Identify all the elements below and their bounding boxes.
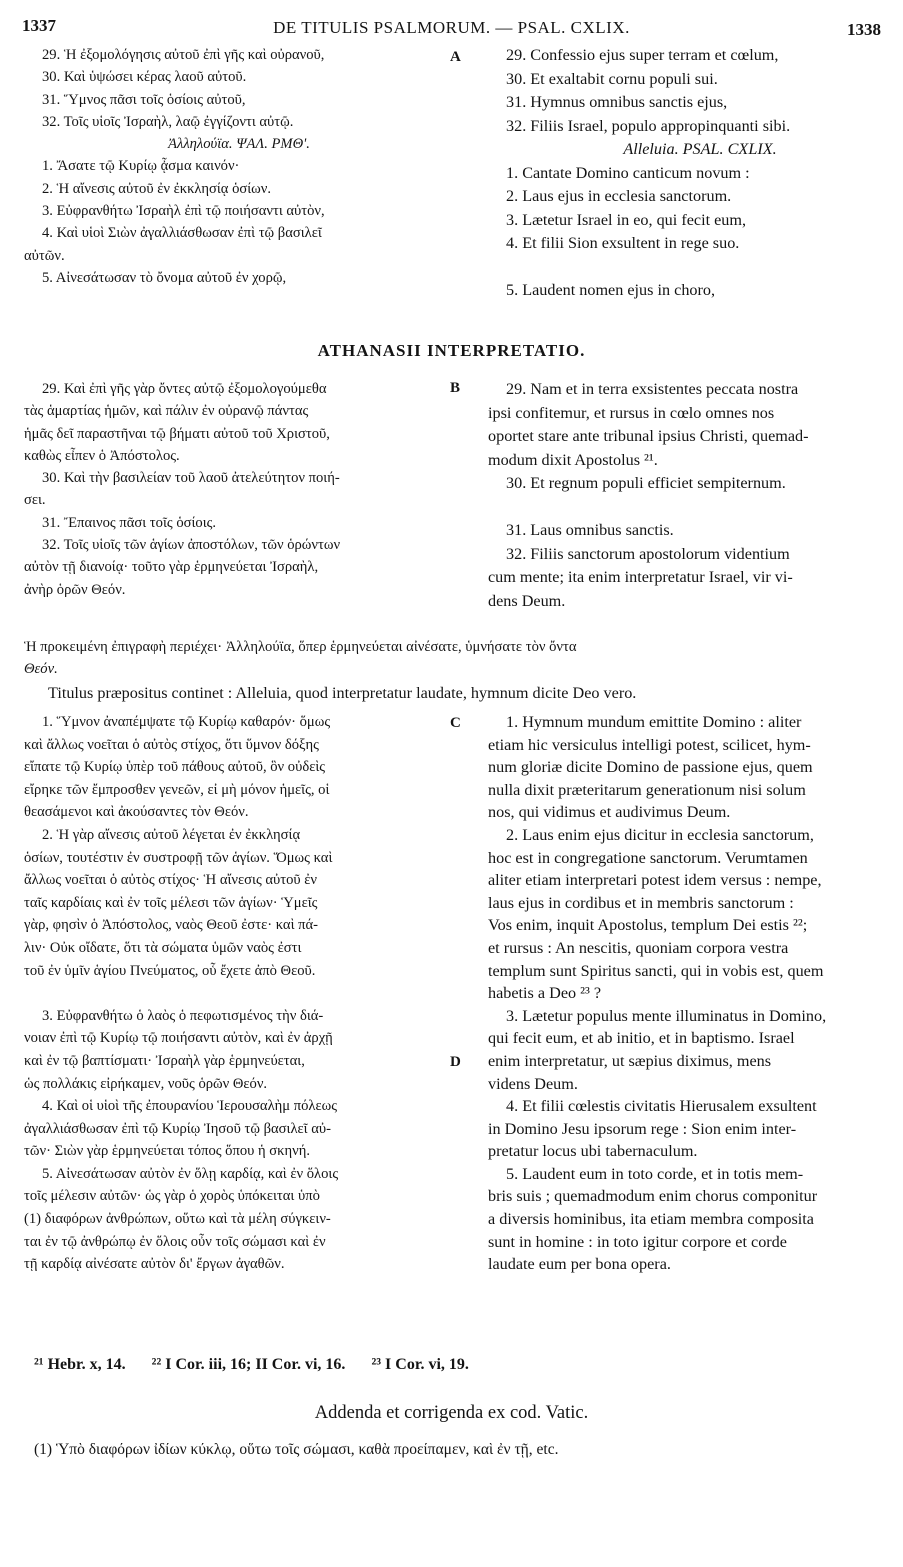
text-line: in Domino Jesu ipsorum rege : Sion enim inter- <box>488 1119 797 1138</box>
text-line: oportet stare ante tribunal ipsius Christi, quemad- <box>488 427 809 445</box>
text-line: νοιαν ἐπὶ τῷ Κυρίῳ τῷ ποιήσαντι αὐτὸν, καὶ ἐν ἀρχῇ <box>24 1030 333 1047</box>
text-line: ταῖς καρδίαις καὶ ἐν τοῖς μέλεσι τῶν ἁγίων· Ὑμεῖς <box>24 894 318 911</box>
text-line: ἀγαλλιάσθωσαν ἐπὶ τῷ Κυρίῳ Ἰησοῦ τῷ βασιλεῖ αὐ- <box>24 1120 331 1137</box>
text-line: num gloriæ dicite Domino de passione ejus, quem <box>488 758 813 777</box>
text-line: qui fecit eum, et ab initio, et in baptismo. Israel <box>488 1029 795 1048</box>
addenda-heading: Addenda et corrigenda ex cod. Vatic. <box>314 1403 589 1423</box>
text-line: ipsi confitemur, et rursus in cœlo omnes nos <box>488 403 775 422</box>
text-line <box>24 982 454 1005</box>
text-line: 29. Nam et in terra exsistentes peccata nostra <box>506 380 799 398</box>
addenda-line: (1) Ὑπὸ διαφόρων ἰδίων κύκλῳ, οὕτω τοῖς σώμασι, καθὰ προείπαμεν, καὶ ἐν τῇ, etc. <box>34 1441 559 1458</box>
text-line: 3. Εὐφρανθήτω Ἰσραὴλ ἐπὶ τῷ ποιήσαντι αὐτὸν, <box>42 203 325 220</box>
text-line: τῇ καρδίᾳ αἰνέσατε αὐτὸν δι' ἔργων ἀγαθῶν. <box>24 1256 285 1273</box>
text-line: 5. Αἰνεσάτωσαν τὸ ὄνομα αὐτοῦ ἐν χορῷ, <box>42 269 287 286</box>
text-line: 4. Καὶ υἱοὶ Σιὼν ἀγαλλιάσθωσαν ἐπὶ τῷ βασιλεῖ <box>42 225 322 242</box>
latin-column <box>488 711 903 1276</box>
text-line: 3. Lætetur populus mente illuminatus in Domino, <box>506 1006 827 1025</box>
text-line: 3. Lætetur Israel in eo, qui fecit eum, <box>506 210 747 229</box>
text-line: 30. Καὶ τὴν βασιλείαν τοῦ λαοῦ ἀτελεύτητον ποιή- <box>42 470 340 487</box>
text-line: Alleluia. PSAL. CXLIX. <box>623 140 777 158</box>
text-line: nos, qui vidimus et audivimus Deum. <box>488 803 731 822</box>
greek-column <box>24 378 454 601</box>
text-line: σει. <box>24 492 46 509</box>
text-line: 32. Τοῖς υἱοῖς Ἰσραὴλ, λαῷ ἐγγίζοντι αὐτῷ. <box>42 113 294 130</box>
title-greek-line-2: Θεόν. <box>24 661 58 677</box>
text-line: etiam hic versiculus intelligi potest, scilicet, hym- <box>488 735 811 754</box>
text-line: 32. Filiis Israel, populo appropinquanti sibi. <box>506 116 791 135</box>
text-line: (1) διαφόρων ἀνθρώπων, οὕτω καὶ τὰ μέλη σύγκειν- <box>24 1211 331 1228</box>
text-line: λιν· Οὐκ οἴδατε, ὅτι τὰ σώματα ὑμῶν ναὸς ἐστι <box>24 939 302 956</box>
text-line <box>488 256 903 280</box>
margin-mark-d: D <box>450 1054 461 1070</box>
text-line: 31. Hymnus omnibus sanctis ejus, <box>506 93 728 111</box>
text-line: enim interpretatur, ut sæpius diximus, mens <box>488 1051 772 1070</box>
section-heading: ATHANASII INTERPRETATIO. <box>317 341 586 360</box>
text-line: 1. Ὕμνον ἀναπέμψατε τῷ Κυρίῳ καθαρόν· ὅμως <box>42 714 331 730</box>
text-line: templum sunt Spiritus sancti, qui in vobis est, quem <box>488 961 824 980</box>
text-line: bris suis ; quemadmodum enim chorus componitur <box>488 1187 818 1206</box>
text-line: laus ejus in cordibus et in membris sanctorum : <box>488 893 794 912</box>
text-line: γὰρ, φησὶν ὁ Ἀπόστολος, ναὸς Θεοῦ ἐστε· καὶ πά- <box>24 917 319 934</box>
text-line: aliter etiam interpretari potest idem versus : nempe, <box>488 871 822 890</box>
text-line: 2. Ἡ γὰρ αἴνεσις αὐτοῦ λέγεται ἐν ἐκκλησίᾳ <box>42 826 301 843</box>
text-line: θεασάμενοι καὶ ἀκούσαντες τὸν Θεόν. <box>24 804 249 821</box>
text-line: 30. Καὶ ὑψώσει κέρας λαοῦ αὐτοῦ. <box>42 69 247 86</box>
text-line <box>488 496 903 520</box>
text-line: καὶ ἐν τῷ βαπτίσματι· Ἰσραὴλ γὰρ ἑρμηνεύεται, <box>24 1052 305 1069</box>
text-line: εἴπατε τῷ Κυρίῳ ὑπὲρ τοῦ πάθους αὐτοῦ, ὃν οὐδεὶς <box>24 759 326 776</box>
footnotes <box>34 1356 491 1374</box>
text-line: ἄλλως νοεῖται ὁ αὐτὸς στίχος· Ἡ αἴνεσις αὐτοῦ ἐν <box>24 872 318 889</box>
greek-column <box>24 44 454 289</box>
text-line: ὡς πολλάκις εἰρήκαμεν, νοῦς ὁρῶν Θεόν. <box>24 1075 268 1092</box>
text-line: ται ἐν τῷ ἀνθρώπῳ ἐν ὅλοις οὖν τοῖς σώμασι καὶ ἐν <box>24 1233 326 1250</box>
text-line: a diversis hominibus, ita etiam membra composita <box>488 1210 814 1229</box>
text-line: 1. Ἄσατε τῷ Κυρίῳ ᾆσμα καινόν· <box>42 158 240 175</box>
text-line: τῶν· Σιὼν γὰρ ἑρμηνεύεται τόπος ὅπου ἡ σκηνή. <box>24 1143 311 1160</box>
text-line: 2. Ἡ αἴνεσις αὐτοῦ ἐν ἐκκλησίᾳ ὁσίων. <box>42 180 272 197</box>
text-line: καὶ ἄλλως νοεῖται ὁ αὐτὸς στίχος, ὅτι ὕμνον δόξης <box>24 736 319 753</box>
footnote: ²³ I Cor. vi, 19. <box>371 1356 469 1373</box>
latin-column <box>488 378 903 613</box>
text-line: 2. Laus ejus in ecclesia sanctorum. <box>506 187 732 205</box>
margin-mark-c: C <box>450 715 461 731</box>
text-line: αὐτὸν τῇ διανοίᾳ· τοῦτο γὰρ ἑρμηνεύεται Ἰσραὴλ, <box>24 559 319 576</box>
running-header <box>0 8 903 38</box>
text-line: habetis a Deo ²³ ? <box>488 984 602 1003</box>
text-line: ὁσίων, τουτέστιν ἐν συστροφῇ τῶν ἁγίων. Ὅμως καὶ <box>24 849 333 866</box>
text-line: 5. Laudent nomen ejus in choro, <box>506 281 716 299</box>
text-line: 4. Et filii cœlestis civitatis Hierusalem exsultent <box>506 1097 817 1116</box>
text-line: 31. Laus omnibus sanctis. <box>506 521 674 539</box>
text-line: αὐτῶν. <box>24 247 65 264</box>
text-line: 5. Laudent eum in toto corde, et in totis mem- <box>506 1164 804 1183</box>
text-line: 1. Hymnum mundum emittite Domino : aliter <box>506 713 802 731</box>
text-line: 32. Filiis sanctorum apostolorum videntium <box>506 544 790 563</box>
margin-mark-a: A <box>450 49 461 65</box>
text-line: τοῦ ἐν ὑμῖν ἁγίου Πνεύματος, οὗ ἔχετε ἀπὸ Θεοῦ. <box>24 962 316 979</box>
text-line: 30. Et exaltabit cornu populi sui. <box>506 69 718 88</box>
running-title: DE TITULIS PSALMORUM. — PSAL. CXLIX. <box>273 18 630 37</box>
text-line: 31. Ἔπαινος πᾶσι τοῖς ὁσίοις. <box>42 514 217 531</box>
text-line: ἡμᾶς δεῖ παραστῆναι τῷ βήματι αὐτοῦ τοῦ Χριστοῦ, <box>24 425 330 442</box>
text-line: 5. Αἰνεσάτωσαν αὐτὸν ἐν ὅλῃ καρδίᾳ, καὶ ἐν ὅλοις <box>42 1165 339 1182</box>
text-line: pretatur locus ubi tabernaculum. <box>488 1142 698 1161</box>
greek-column <box>24 711 454 1276</box>
text-line: dens Deum. <box>488 591 566 610</box>
text-line: 3. Εὐφρανθήτω ὁ λαὸς ὁ πεφωτισμένος τὴν διά- <box>42 1007 324 1024</box>
text-line: sunt in homine : in toto igitur corpore et corde <box>488 1232 787 1251</box>
text-line: Vos enim, inquit Apostolus, templum Dei estis ²²; <box>488 916 808 935</box>
text-line: videns Deum. <box>488 1074 578 1093</box>
text-line: εἴρηκε τῶν ἔμπροσθεν γενεῶν, εἰ μὴ μόνον ἡμεῖς, οἱ <box>24 781 330 798</box>
text-line: 31. Ὕμνος πᾶσι τοῖς ὁσίοις αὐτοῦ, <box>42 91 246 108</box>
text-line: 2. Laus enim ejus dicitur in ecclesia sanctorum, <box>506 825 814 844</box>
text-line: ἀνὴρ ὁρῶν Θεόν. <box>24 581 126 598</box>
text-line: modum dixit Apostolus ²¹. <box>488 450 658 469</box>
text-line: cum mente; ita enim interpretatur Israel, vir vi- <box>488 568 793 586</box>
text-line: 29. Ἡ ἐξομολόγησις αὐτοῦ ἐπὶ γῆς καὶ οὐρανοῦ, <box>42 47 325 63</box>
text-line: 29. Καὶ ἐπὶ γῆς γὰρ ὄντες αὐτῷ ἐξομολογούμεθα <box>42 381 327 397</box>
title-latin-line: Titulus præpositus continet : Alleluia, quod interpretatur laudate, hymnum dicite Deo vero. <box>48 684 637 702</box>
text-line: laudate eum per bona opera. <box>488 1255 671 1274</box>
margin-mark-b: B <box>450 380 461 396</box>
text-line: 4. Et filii Sion exsultent in rege suo. <box>506 234 740 252</box>
title-greek-line: Ἡ προκειμένη ἐπιγραφὴ περιέχει· Ἀλληλούϊα, ὅπερ ἑρμηνεύεται αἰνέσατε, ὑμνήσατε τὸν ὄντα <box>24 639 577 655</box>
text-line: 29. Confessio ejus super terram et cœlum, <box>506 46 779 64</box>
text-line: et rursus : An nescitis, quoniam corpora vestra <box>488 938 789 957</box>
text-line: Ἀλληλούϊα. ΨΑΛ. ΡΜΘ'. <box>168 136 310 153</box>
page-number-right: 1338 <box>847 20 881 39</box>
text-line: τὰς ἁμαρτίας ἡμῶν, καὶ πάλιν ἐν οὐρανῷ πάντας <box>24 403 309 420</box>
footnote: ²² I Cor. iii, 16; II Cor. vi, 16. <box>151 1356 346 1373</box>
text-line: τοῖς μέλεσιν αὐτῶν· ὡς γὰρ ὁ χορὸς ὑπόκειται ὑπὸ <box>24 1188 320 1205</box>
text-line: 30. Et regnum populi efficiet sempiternum. <box>506 474 786 492</box>
text-line: hoc est in congregatione sanctorum. Verumtamen <box>488 848 808 867</box>
page-number-left: 1337 <box>22 16 56 35</box>
text-line: 4. Καὶ οἱ υἱοὶ τῆς ἐπουρανίου Ἱερουσαλὴμ πόλεως <box>42 1098 338 1115</box>
latin-column <box>488 44 903 303</box>
text-line: καθὼς εἶπεν ὁ Ἀπόστολος. <box>24 447 180 464</box>
text-line: 1. Cantate Domino canticum novum : <box>506 163 750 182</box>
footnote: ²¹ Hebr. x, 14. <box>34 1356 126 1373</box>
text-line: 32. Τοῖς υἱοῖς τῶν ἁγίων ἀποστόλων, τῶν ὁρώντων <box>42 537 341 554</box>
text-line: nulla dixit præteritarum generationum nisi solum <box>488 780 806 799</box>
